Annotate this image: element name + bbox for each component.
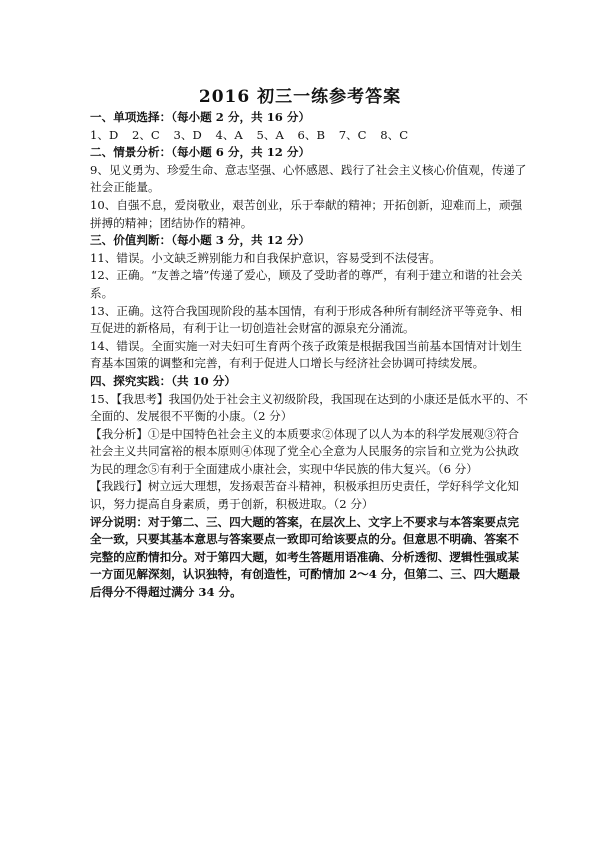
scoring-note: 评分说明：对于第二、三、四大题的答案，在层次上、文字上不要求与本答案要点完全一致，只要其基本意思与答案要点一致即可给该要点的分。但意思不明确、答案不完整的应酌情扣分。对于第四大题，如考生答题用语准确、分析透彻、逻辑性强或某一方面见解深刻，认识独特，有创造性，可酌情加 2～4 分，但第二、三、四大题最后得分不得超过满分 34 分。 <box>90 514 520 600</box>
mcq-answer: 5、A <box>256 127 284 142</box>
mcq-answer-row <box>90 127 530 145</box>
mcq-answer: 4、A <box>215 127 243 142</box>
section-3-heading: 三、价值判断：（每小题 3 分，共 12 分） <box>90 233 311 248</box>
mcq-answer: 6、B <box>297 127 325 142</box>
section-1-heading: 一、单项选择：（每小题 2 分，共 16 分） <box>90 110 311 124</box>
answer-q10: 10、自强不息，爱岗敬业，艰苦创业，乐于奉献的精神；开拓创新，迎难而上，顽强拼搏的精神；团结协作的精神。 <box>90 197 523 230</box>
answer-q15-practice: 【我践行】树立远大理想，发扬艰苦奋斗精神，积极承担历史责任，学好科学文化知识，努力提高自身素质，勇于创新，积极进取。（2 分） <box>90 479 519 512</box>
mcq-answer: 3、D <box>173 127 202 142</box>
section-4-heading: 四、探究实践：（共 10 分） <box>90 373 236 388</box>
section-2-heading: 二、情景分析：（每小题 6 分，共 12 分） <box>90 145 311 160</box>
answer-q15-analyze: 【我分析】①是中国特色社会主义的本质要求②体现了以人为本的科学发展观③符合社会主义共同富裕的根本原则④体现了党全心全意为人民服务的宗旨和立党为公执政为民的理念⑤有利于全面建成小康社会，实现中华民族的伟大复兴。（6 分） <box>90 426 519 476</box>
answer-q13: 13、正确。这符合我国现阶段的基本国情，有利于形成各种所有制经济平等竞争、相互促进的新格局，有利于让一切创造社会财富的源泉充分涌流。 <box>90 303 523 336</box>
answer-q12: 12、正确。“友善之墙”传递了爱心，顾及了受助者的尊严，有利于建立和谐的社会关系。 <box>90 268 523 300</box>
answer-q11: 11、错误。小文缺乏辨别能力和自我保护意识，容易受到不法侵害。 <box>90 250 441 265</box>
mcq-answer: 8、C <box>380 127 409 142</box>
answer-q15-think: 15、【我思考】我国仍处于社会主义初级阶段，我国现在达到的小康还是低水平的、不全面的、发展很不平衡的小康。（2 分） <box>90 391 528 424</box>
page-title: 2016 初三一练参考答案 <box>198 87 402 107</box>
mcq-answer: 1、D <box>90 127 119 142</box>
answer-content <box>90 109 530 602</box>
mcq-answer: 2、C <box>131 127 160 142</box>
answer-q9: 9、见义勇为、珍爱生命、意志坚强、心怀感恩、践行了社会主义核心价值观，传递了社会正能量。 <box>90 162 527 195</box>
answer-q14: 14、错误。全面实施一对夫妇可生育两个孩子政策是根据我国当前基本国情对计划生育基本国策的调整和完善，有利于促进人口增长与经济社会协调可持续发展。 <box>90 338 523 371</box>
mcq-answer: 7、C <box>338 127 367 142</box>
